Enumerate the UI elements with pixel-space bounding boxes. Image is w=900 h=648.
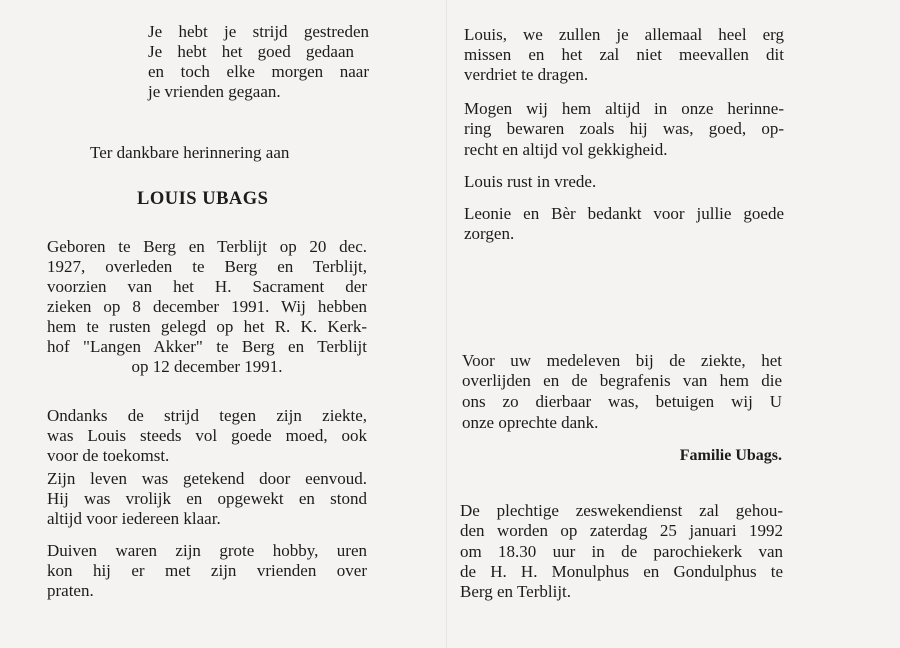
- service-line-1: De plechtige zeswekendienst zal gehou-: [460, 501, 783, 520]
- service-line-3: om 18.30 uur in de parochiekerk van: [460, 542, 783, 561]
- poem-line-3: en toch elke morgen naar: [148, 62, 369, 81]
- thanks-leonie-line-2: zorgen.: [464, 224, 515, 243]
- fold-line: [446, 0, 447, 648]
- bio-line-2: 1927, overleden te Berg en Terblijt,: [47, 257, 367, 276]
- miss-line-1: Louis, we zullen je allemaal heel erg: [464, 25, 784, 44]
- bio-line-4: zieken op 8 december 1991. Wij hebben: [47, 297, 367, 316]
- hobby-line-3: praten.: [47, 581, 94, 600]
- bio-line-5: hem te rusten gelegd op het R. K. Kerk-: [47, 317, 367, 336]
- miss-line-2: missen en het zal niet meevallen dit: [464, 45, 784, 64]
- memory-line-3: recht en altijd vol gekkigheid.: [464, 140, 668, 159]
- bio-line-3: voorzien van het H. Sacrament der: [47, 277, 367, 296]
- service-line-4: de H. H. Monulphus en Gondulphus te: [460, 562, 783, 581]
- bio-line-1: Geboren te Berg en Terblijt op 20 dec.: [47, 237, 367, 256]
- gratitude-line-4: onze oprechte dank.: [462, 413, 599, 432]
- poem-line-2: Je hebt het goed gedaan: [148, 42, 354, 61]
- poem-line-4: je vrienden gegaan.: [148, 82, 281, 101]
- memory-line-1: Mogen wij hem altijd in onze herinne-: [464, 99, 784, 118]
- service-line-5: Berg en Terblijt.: [460, 582, 572, 601]
- memory-line-2: ring bewaren zoals hij was, goed, op-: [464, 119, 784, 138]
- illness-line-1: Ondanks de strijd tegen zijn ziekte,: [47, 406, 367, 425]
- hobby-line-2: kon hij er met zijn vrienden over: [47, 561, 367, 580]
- illness-line-5: Hij was vrolijk en opgewekt en stond: [47, 489, 367, 508]
- hobby-line-1: Duiven waren zijn grote hobby, uren: [47, 541, 367, 560]
- miss-line-3: verdriet te dragen.: [464, 65, 589, 84]
- deceased-name: LOUIS UBAGS: [137, 189, 269, 209]
- bio-line-6: hof "Langen Akker" te Berg en Terblijt: [47, 337, 367, 356]
- illness-line-6: altijd voor iedereen klaar.: [47, 509, 221, 528]
- rest-in-peace: Louis rust in vrede.: [464, 172, 597, 191]
- gratitude-line-2: overlijden en de begrafenis van hem die: [462, 371, 782, 390]
- service-line-2: den worden op zaterdag 25 januari 1992: [460, 521, 783, 540]
- illness-line-2: was Louis steeds vol goede moed, ook: [47, 426, 367, 445]
- bio-line-7: op 12 december 1991.: [131, 357, 283, 376]
- gratitude-line-1: Voor uw medeleven bij de ziekte, het: [462, 351, 782, 370]
- gratitude-line-3: ons zo dierbaar was, betuigen wij U: [462, 392, 782, 411]
- poem-line-1: Je hebt je strijd gestreden: [148, 22, 369, 41]
- family-signature: Familie Ubags.: [679, 447, 782, 464]
- dedication-text: Ter dankbare herinnering aan: [90, 143, 290, 162]
- illness-line-4: Zijn leven was getekend door eenvoud.: [47, 469, 367, 488]
- thanks-leonie-line-1: Leonie en Bèr bedankt voor jullie goede: [464, 204, 784, 223]
- illness-line-3: voor de toekomst.: [47, 446, 170, 465]
